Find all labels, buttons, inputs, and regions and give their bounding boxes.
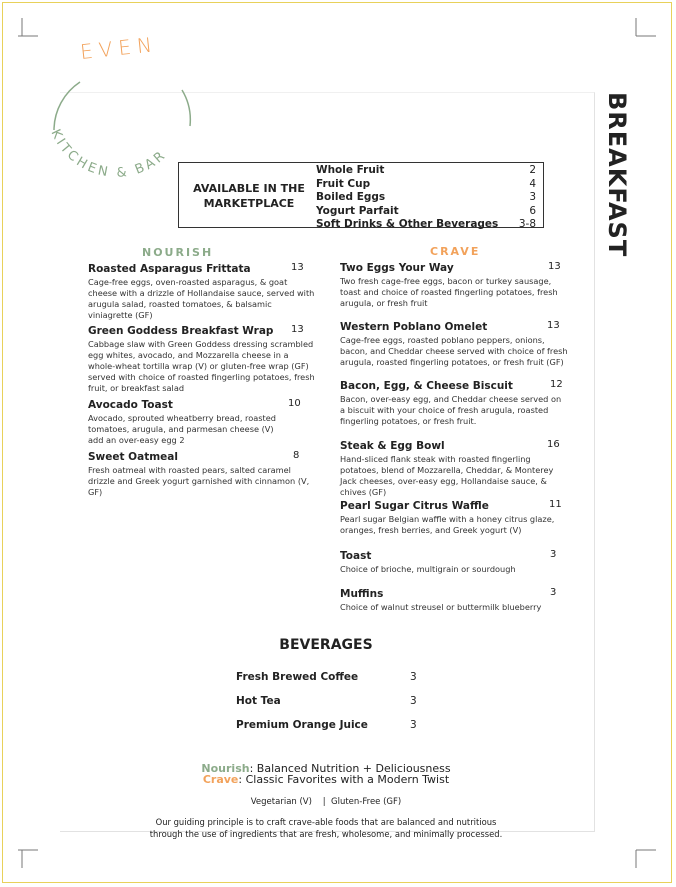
item-name: Two Eggs Your Way [340, 262, 454, 274]
marketplace-label: AVAILABLE IN THE MARKETPLACE [193, 182, 305, 210]
marketplace-item [316, 205, 544, 219]
logo [42, 30, 192, 180]
menu-item [88, 324, 316, 394]
menu-item [340, 261, 568, 309]
menu-item [88, 262, 316, 321]
svg-text:KITCHEN & BAR [47, 127, 170, 180]
item-desc: Choice of walnut streusel or buttermilk blueberry [340, 602, 542, 612]
menu-item [88, 398, 316, 446]
item-name: Western Poblano Omelet [340, 321, 488, 333]
marketplace-item-name: Boiled Eggs [316, 191, 386, 203]
marketplace-item [316, 218, 544, 232]
legend-crave-word: Crave [202, 773, 239, 786]
legend-nourish-word: Nourish [201, 762, 250, 775]
item-price: 3 [550, 549, 557, 560]
item-price: 12 [550, 379, 563, 390]
menu-item [340, 587, 568, 613]
item-price: 8 [293, 450, 300, 461]
item-desc: Cabbage slaw with Green Goddess dressing scrambled egg whites, avocado, and Mozzarella cheese in a whole-wheat tortilla wrap (V) or gluten-free wrap (GF) served with choice of roasted fingerling potatoes, fresh fruit, or breakfast salad [88, 339, 315, 393]
item-desc: Hand-sliced flank steak with roasted fingerling potatoes, blend of Mozzarella, Cheddar, & Monterey Jack cheeses, over-easy egg, Hollandaise sauce, & chives (GF) [340, 454, 554, 497]
beverage-name: Premium Orange Juice [236, 719, 368, 731]
item-desc: Cage-free eggs, roasted poblano peppers, onions, bacon, and Cheddar cheese served with choice of fresh arugula, roasted fingerling potatoes, or fresh fruit (GF) [340, 335, 568, 367]
marketplace-item-price: 3 [529, 191, 536, 203]
item-desc: Two fresh cage-free eggs, bacon or turkey sausage, toast and choice of roasted fingerling potatoes, fresh arugula, or fresh fruit [340, 276, 558, 308]
marketplace-item-price: 3-8 [518, 218, 536, 230]
marketplace-item-name: Fruit Cup [316, 177, 371, 190]
item-name: Steak & Egg Bowl [340, 440, 445, 452]
item-price: 10 [288, 398, 301, 409]
marketplace-item-price: 6 [529, 204, 536, 217]
marketplace-list [316, 164, 544, 232]
crave-heading: CRAVE [430, 245, 481, 258]
menu-item [88, 450, 316, 498]
marketplace-item-name: Soft Drinks & Other Beverages [316, 218, 499, 230]
item-price: 13 [291, 262, 304, 273]
item-name: Muffins [340, 588, 384, 600]
item-name: Green Goddess Breakfast Wrap [88, 325, 274, 337]
marketplace-item [316, 191, 544, 205]
beverage-item [236, 671, 436, 683]
menu-item [340, 379, 568, 427]
item-desc: Bacon, over-easy egg, and Cheddar cheese served on a biscuit with your choice of fresh arugula, roasted fingerling potatoes, or fresh fruit. [340, 394, 562, 426]
marketplace-item-price: 2 [529, 164, 536, 176]
menu-item [340, 499, 568, 536]
menu-item [340, 320, 568, 368]
beverage-name: Hot Tea [236, 695, 281, 707]
item-price: 3 [550, 587, 557, 598]
item-desc: Cage-free eggs, oven-roasted asparagus, & goat cheese with a drizzle of Hollandaise sauce, served with arugula salad, roasted tomatoes, & balsamic viniagrette (GF) [88, 277, 315, 320]
item-price: 16 [547, 439, 560, 450]
guiding-principle-line1: Our guiding principle is to craft crave-able foods that are balanced and nutritious [155, 817, 497, 827]
item-desc: Fresh oatmeal with roasted pears, salted caramel drizzle and Greek yogurt garnished with cinnamon (V, GF) [88, 465, 310, 497]
marketplace-item-price: 4 [529, 177, 536, 190]
beverage-name: Fresh Brewed Coffee [236, 671, 359, 683]
legend-crave-text: : Classic Favorites with a Modern Twist [238, 773, 450, 786]
marketplace-item-name: Whole Fruit [316, 164, 385, 176]
item-desc: Avocado, sprouted wheatberry bread, roasted tomatoes, arugula, and parmesan cheese (V) [88, 413, 276, 434]
item-name: Roasted Asparagus Frittata [88, 263, 251, 275]
beverages-heading: BEVERAGES [279, 637, 373, 653]
breakfast-title: BREAKFAST [603, 92, 631, 258]
item-name: Avocado Toast [88, 399, 173, 411]
item-name: Sweet Oatmeal [88, 451, 178, 463]
logo-top-text: EVEN [78, 31, 159, 65]
side-title [597, 92, 637, 258]
item-name: Bacon, Egg, & Cheese Biscuit [340, 380, 513, 392]
item-price: 13 [548, 261, 561, 272]
beverage-item [236, 695, 436, 707]
legend-nourish-text: : Balanced Nutrition + Deliciousness [249, 762, 451, 775]
item-price: 11 [549, 499, 562, 510]
item-desc: Pearl sugar Belgian waffle with a honey citrus glaze, oranges, fresh berries, and Greek yogurt (V) [340, 514, 555, 535]
marketplace-box [178, 162, 544, 228]
item-name: Pearl Sugar Citrus Waffle [340, 500, 489, 512]
menu-item [340, 549, 568, 575]
item-price: 13 [547, 320, 560, 331]
beverage-price: 3 [410, 695, 417, 707]
marketplace-item [316, 164, 544, 178]
menu-item [340, 439, 568, 498]
item-desc: Choice of brioche, multigrain or sourdough [340, 564, 516, 574]
diet-legend: Vegetarian (V) | Gluten-Free (GF) [250, 797, 402, 807]
beverage-price: 3 [410, 719, 417, 731]
guiding-principle-line2: through the use of ingredients that are fresh, wholesome, and minimally processed. [149, 829, 503, 839]
marketplace-item [316, 178, 544, 192]
legend-crave [0, 773, 652, 786]
logo-bottom-text: KITCHEN & BAR [47, 127, 171, 180]
item-name: Toast [340, 550, 372, 562]
item-extra: add an over-easy egg 2 [88, 434, 185, 445]
beverage-price: 3 [410, 671, 417, 683]
beverage-item [236, 719, 436, 731]
item-price: 13 [291, 324, 304, 335]
marketplace-item-name: Yogurt Parfait [316, 204, 399, 217]
nourish-heading: NOURISH [142, 246, 214, 259]
